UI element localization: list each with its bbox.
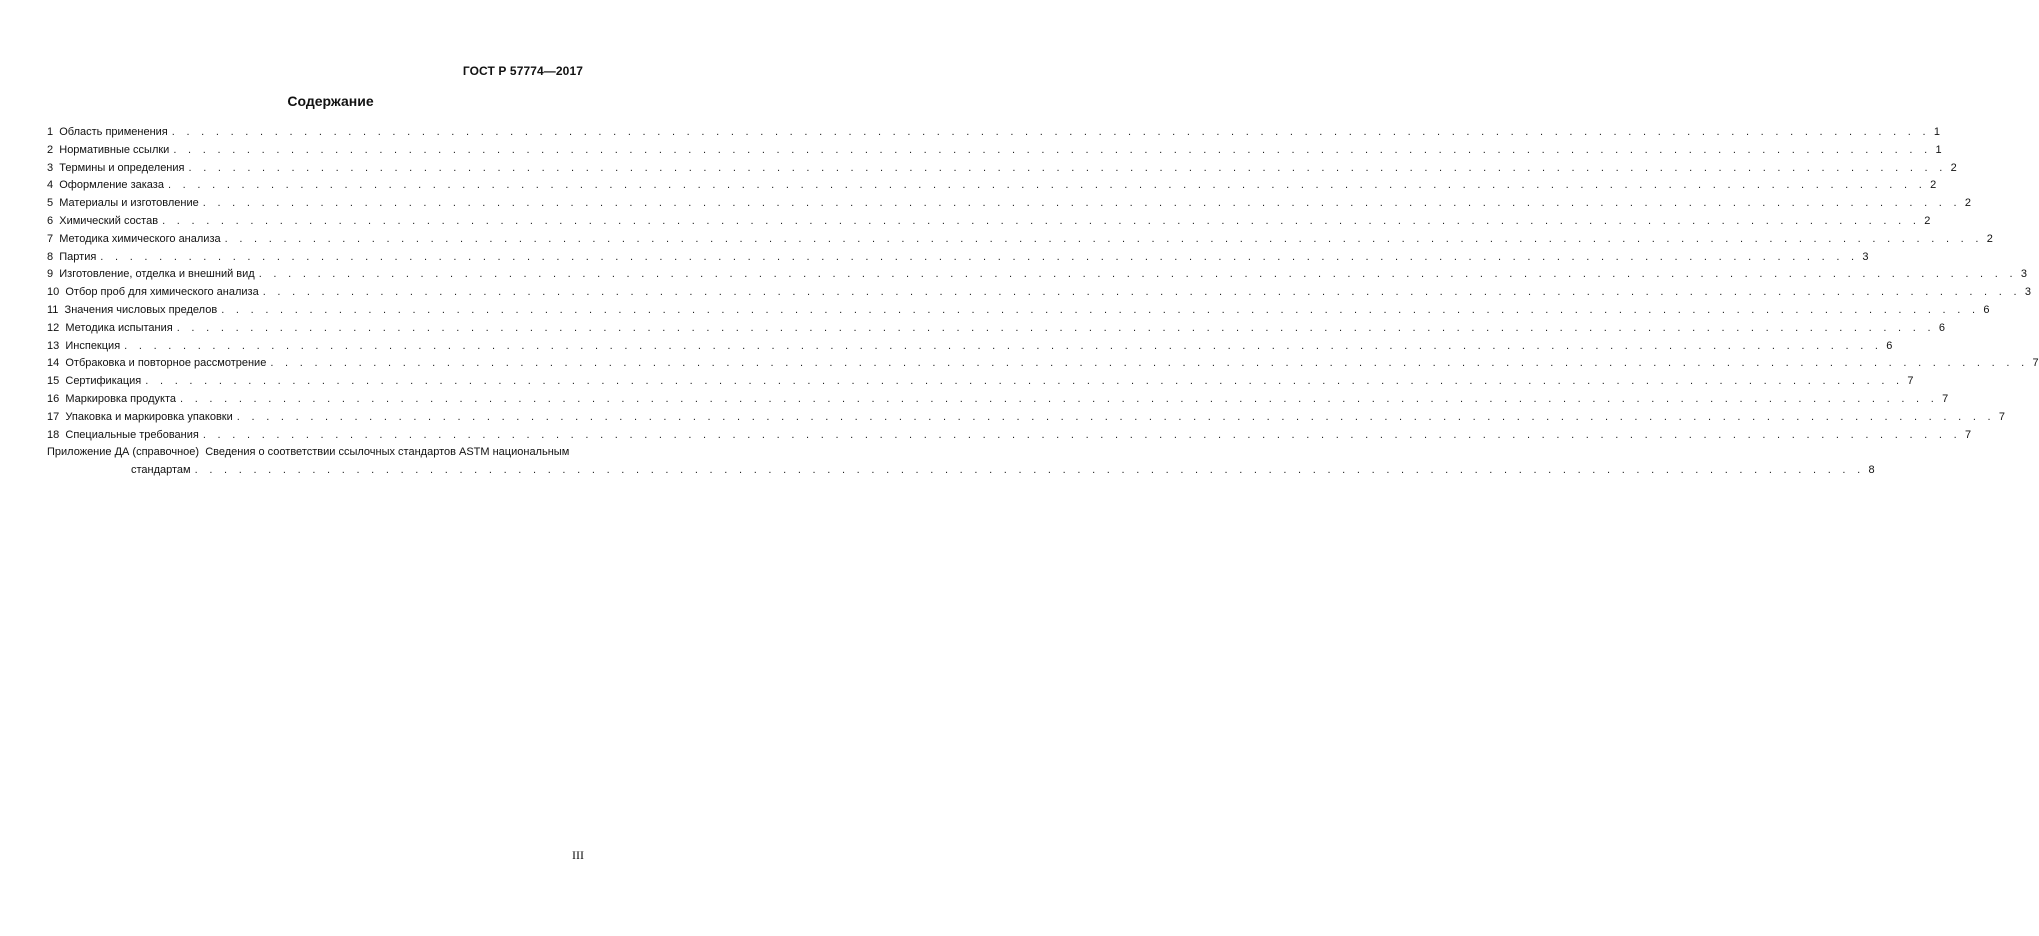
toc-entry-number: 10 xyxy=(47,286,60,299)
toc-entry[interactable] xyxy=(47,320,1945,338)
toc-entry-number: 14 xyxy=(47,357,60,370)
toc-entry[interactable] xyxy=(47,124,1940,142)
toc-annex-title-line2: стандартам xyxy=(131,464,191,477)
toc-leader-dots: . . . . . . . . . . . . . . . . . . . . . . . . . . . . . . . . . . . . . . . . . . . . . . . . . . . . . . . . . . . . . . . . . . . . . . . . . . . . . . . . . . . . . . . . . . . . . . . . . . . . . . . . . . . . . . . . . . . . . . . . xyxy=(100,250,1859,263)
toc-entry-label: Сертификация xyxy=(65,375,142,388)
toc-annex-title-line1: Сведения о соответствии ссылочных стандартов ASTM национальным xyxy=(205,446,570,459)
toc-leader-dots: . . . . . . . . . . . . . . . . . . . . . . . . . . . . . . . . . . . . . . . . . . . . . . . . . . . . . . . . . . . . . . . . . . . . . . . . . . . . . . . . . . . . . . . . . . . . . . . . . . . . . . . . . . . . . . . . . . . . . . . . xyxy=(173,143,1932,156)
toc-entry-page: 2 xyxy=(1924,214,1931,227)
toc-entry-label: Упаковка и маркировка упаковки xyxy=(65,410,233,423)
toc-entry-label: Партия xyxy=(59,250,97,263)
toc-entry[interactable] xyxy=(47,177,1937,195)
toc-entry[interactable] xyxy=(47,338,1893,356)
toc-entry-label: Термины и определения xyxy=(59,161,185,174)
toc-leader-dots: . . . . . . . . . . . . . . . . . . . . . . . . . . . . . . . . . . . . . . . . . . . . . . . . . . . . . . . . . . . . . . . . . . . . . . . . . . . . . . . . . . . . . . . . . . . . . . . . . . . . . . . . . . . . . . . . . . . . . . . . xyxy=(180,392,1939,405)
toc-entry[interactable] xyxy=(47,355,2039,373)
toc-entry-label: Химический состав xyxy=(59,214,159,227)
toc-entry[interactable] xyxy=(47,231,1993,249)
toc-leader-dots: . . . . . . . . . . . . . . . . . . . . . . . . . . . . . . . . . . . . . . . . . . . . . . . . . . . . . . . . . . . . . . . . . . . . . . . . . . . . . . . . . . . . . . . . . . . . . . . . . . . . . . . . . . . . . . . . . . . . . . . . xyxy=(258,268,2017,281)
toc-leader-dots: . . . . . . . . . . . . . . . . . . . . . . . . . . . . . . . . . . . . . . . . . . . . . . . . . . . . . . . . . . . . . . . . . . . . . . . . . . . . . . . . . . . . . . . . . . . . . . . . . . . . . . . . . . . . . . . . . . . . . . . . xyxy=(162,214,1921,227)
toc-entry-page: 6 xyxy=(1938,321,1945,334)
toc-entry[interactable] xyxy=(47,142,1942,160)
toc-list xyxy=(47,124,2039,444)
toc-leader-dots: . . . . . . . . . . . . . . . . . . . . . . . . . . . . . . . . . . . . . . . . . . . . . . . . . . . . . . . . . . . . . . . . . . . . . . . . . . . . . . . . . . . . . . . . . . . . . . . . . . . . . . . . . . . . . . . . . . . . . . . . xyxy=(145,375,1904,388)
toc-entry[interactable] xyxy=(47,391,1949,409)
toc-entry-page: 6 xyxy=(1886,339,1893,352)
toc-entry-label: Методика испытания xyxy=(65,321,173,334)
toc-entry-page: 3 xyxy=(2020,268,2027,281)
toc-entry-number: 15 xyxy=(47,375,60,388)
toc-leader-dots: . . . . . . . . . . . . . . . . . . . . . . . . . . . . . . . . . . . . . . . . . . . . . . . . . . . . . . . . . . . . . . . . . . . . . . . . . . . . . . . . . . . . . . . . . . . . . . . . . . . . . . . . . . . . . . . . . . . . . . . . xyxy=(124,339,1883,352)
toc-entry[interactable] xyxy=(47,195,1971,213)
toc-entry[interactable] xyxy=(47,249,1869,267)
toc-entry-label: Методика химического анализа xyxy=(59,232,221,245)
toc-annex-page: 8 xyxy=(1868,464,1875,477)
toc-leader-dots: . . . . . . . . . . . . . . . . . . . . . . . . . . . . . . . . . . . . . . . . . . . . . . . . . . . . . . . . . . . . . . . . . . . . . . . . . . . . . . . . . . . . . . . . . . . . . . . . . . . . . . . . . . . . . . . . . . . . . . . . xyxy=(188,161,1947,174)
toc-entry-page: 7 xyxy=(1998,410,2006,423)
toc-annex-first-line xyxy=(47,444,584,462)
document-code: ГОСТ Р 57774—2017 xyxy=(462,64,583,78)
toc-entry-page: 2 xyxy=(1986,232,1993,245)
toc-entry-number: 8 xyxy=(47,250,54,263)
toc-entry-number: 18 xyxy=(47,428,60,441)
toc-leader-dots: . . . . . . . . . . . . . . . . . . . . . . . . . . . . . . . . . . . . . . . . . . . . . . . . . . . . . . . . . . . . . . . . . . . . . . . . . . . . . . . . . . . . . . . . . . . . . . . . . . . . . . . . . . . . . . . . . . . . . . . . xyxy=(202,197,1961,210)
toc-entry-number: 6 xyxy=(47,214,54,227)
toc-entry-page: 2 xyxy=(1930,179,1937,192)
toc-entry[interactable] xyxy=(47,427,1972,445)
toc-entry-page: 1 xyxy=(1933,126,1940,138)
toc-entry[interactable] xyxy=(47,160,1957,178)
toc-annex-second-line xyxy=(47,462,1875,480)
toc-entry[interactable] xyxy=(47,266,2027,284)
toc-entry-number: 12 xyxy=(47,321,60,334)
toc-entry-label: Изготовление, отделка и внешний вид xyxy=(59,268,255,281)
toc-entry-label: Отбраковка и повторное рассмотрение xyxy=(65,357,267,370)
table-of-contents xyxy=(47,124,2039,480)
toc-entry-label: Материалы и изготовление xyxy=(59,197,199,210)
toc-entry[interactable] xyxy=(47,284,2031,302)
toc-entry-page: 7 xyxy=(2032,357,2039,370)
toc-entry-label: Нормативные ссылки xyxy=(59,143,170,156)
toc-entry-number: 7 xyxy=(47,232,54,245)
page-number: III xyxy=(572,848,584,862)
toc-entry-number: 1 xyxy=(47,126,54,138)
toc-entry-label: Специальные требования xyxy=(65,428,199,441)
toc-entry-number: 2 xyxy=(47,143,54,156)
toc-leader-dots: . . . . . . . . . . . . . . . . . . . . . . . . . . . . . . . . . . . . . . . . . . . . . . . . . . . . . . . . . . . . . . . . . . . . . . . . . . . . . . . . . . . . . . . . . . . . . . . . . . . . . . . . . . . . . . . . . . . . . . . . xyxy=(171,126,1930,138)
toc-title: Содержание xyxy=(287,93,374,109)
toc-leader-dots: . . . . . . . . . . . . . . . . . . . . . . . . . . . . . . . . . . . . . . . . . . . . . . . . . . . . . . . . . . . . . . . . . . . . . . . . . . . . . . . . . . . . . . . . . . . . . . . . . . . . . . . . . . . . . . . . . . . . . . . . xyxy=(270,357,2029,370)
toc-entry-label: Инспекция xyxy=(65,339,121,352)
toc-entry-number: 9 xyxy=(47,268,54,281)
toc-entry-page: 6 xyxy=(1983,303,1990,316)
toc-leader-dots: . . . . . . . . . . . . . . . . . . . . . . . . . . . . . . . . . . . . . . . . . . . . . . . . . . . . . . . . . . . . . . . . . . . . . . . . . . . . . . . . . . . . . . . . . . . . . . . . . . . . . . . . . . . . . . . . . . . . . . . . xyxy=(202,428,1961,441)
toc-leader-dots: . . . . . . . . . . . . . . . . . . . . . . . . . . . . . . . . . . . . . . . . . . . . . . . . . . . . . . . . . . . . . . . . . . . . . . . . . . . . . . . . . . . . . . . . . . . . . . . . . . . . . . . . . . . . . . . . . . . . . . . . xyxy=(176,321,1935,334)
toc-entry-label: Отбор проб для химического анализа xyxy=(65,286,259,299)
toc-leader-dots: . . . . . . . . . . . . . . . . . . . . . . . . . . . . . . . . . . . . . . . . . . . . . . . . . . . . . . . . . . . . . . . . . . . . . . . . . . . . . . . . . . . . . . . . . . . . . . . . . . . . . . . . . . . . . . . . . . . . . . . . xyxy=(262,286,2021,299)
toc-entry-number: 5 xyxy=(47,197,54,210)
toc-entry-page: 2 xyxy=(1964,197,1971,210)
toc-entry-page: 7 xyxy=(1964,428,1972,441)
toc-entry-page: 7 xyxy=(1907,375,1914,388)
toc-entry[interactable] xyxy=(47,213,1931,231)
toc-entry[interactable] xyxy=(47,373,1914,391)
toc-leader-dots: . . . . . . . . . . . . . . . . . . . . . . . . . . . . . . . . . . . . . . . . . . . . . . . . . . . . . . . . . . . . . . . . . . . . . . . . . . . . . . . . . . . . . . . . . . . . . . . . . . . . . . . . . . . . . . . . . . . . . . . . xyxy=(221,303,1980,316)
toc-annex-entry[interactable] xyxy=(47,444,1875,480)
toc-entry[interactable] xyxy=(47,302,1990,320)
toc-entry-label: Область применения xyxy=(59,126,168,138)
toc-entry-page: 3 xyxy=(2024,286,2031,299)
toc-leader-dots: . . . . . . . . . . . . . . . . . . . . . . . . . . . . . . . . . . . . . . . . . . . . . . . . . . . . . . . . . . . . . . . . . . . . . . . . . . . . . . . . . . . . . . . . . . . . . . . . . . . . . . . . . . . . . . . . . . . . . . . . xyxy=(224,232,1983,245)
toc-entry-page: 2 xyxy=(1950,161,1957,174)
toc-annex-prefix: Приложение ДА (справочное) xyxy=(47,446,200,459)
toc-entry-page: 7 xyxy=(1942,392,1949,405)
toc-entry-label: Маркировка продукта xyxy=(65,392,176,405)
toc-entry-number: 3 xyxy=(47,161,54,174)
toc-entry-label: Значения числовых пределов xyxy=(64,303,218,316)
toc-leader-dots: . . . . . . . . . . . . . . . . . . . . . . . . . . . . . . . . . . . . . . . . . . . . . . . . . . . . . . . . . . . . . . . . . . . . . . . . . . . . . . . . . . . . . . . . . . . . . . . . . . . . . . . . . . . . . . . . . . xyxy=(194,464,1865,477)
toc-entry-number: 4 xyxy=(47,179,54,192)
toc-leader-dots: . . . . . . . . . . . . . . . . . . . . . . . . . . . . . . . . . . . . . . . . . . . . . . . . . . . . . . . . . . . . . . . . . . . . . . . . . . . . . . . . . . . . . . . . . . . . . . . . . . . . . . . . . . . . . . . . . . . . . . . . xyxy=(167,179,1927,192)
toc-leader-dots: . . . . . . . . . . . . . . . . . . . . . . . . . . . . . . . . . . . . . . . . . . . . . . . . . . . . . . . . . . . . . . . . . . . . . . . . . . . . . . . . . . . . . . . . . . . . . . . . . . . . . . . . . . . . . . . . . . . . . . . . xyxy=(236,410,1995,423)
toc-entry-label: Оформление заказа xyxy=(59,179,164,192)
toc-entry-page: 1 xyxy=(1935,143,1942,156)
toc-entry-number: 17 xyxy=(47,410,60,423)
toc-entry-page: 3 xyxy=(1862,250,1869,263)
toc-entry[interactable] xyxy=(47,409,2006,427)
toc-entry-number: 13 xyxy=(47,339,60,352)
toc-entry-number: 16 xyxy=(47,392,60,405)
toc-entry-number: 11 xyxy=(47,303,59,316)
